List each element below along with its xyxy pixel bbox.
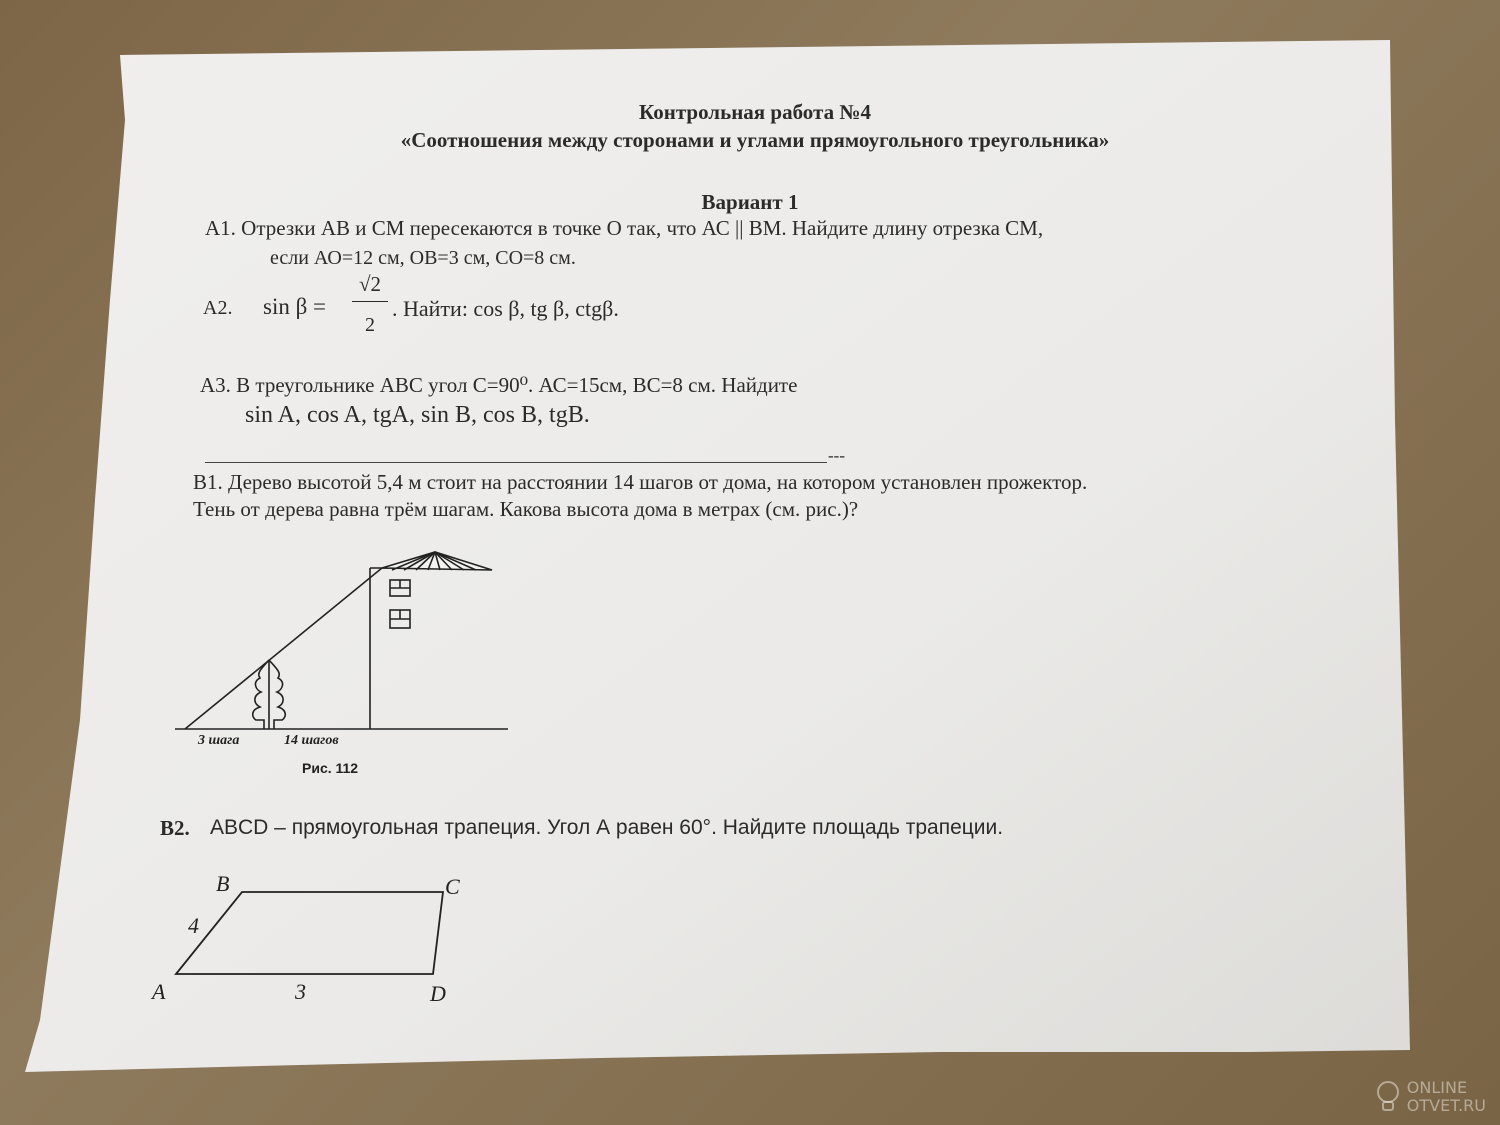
fraction-bar	[352, 301, 388, 302]
figure-tree-house	[160, 540, 520, 790]
task-b2-label: В2.	[160, 816, 190, 840]
figure1-label-right: 14 шагов	[284, 733, 339, 748]
window-icon	[390, 580, 410, 596]
separator-tail: ---	[828, 446, 845, 465]
task-b1-line2: Тень от дерева равна трём шагам. Какова высота дома в метрах (см. рис.)?	[193, 497, 859, 521]
trapezoid-shape	[176, 892, 443, 974]
side-ad-label: 3	[295, 979, 306, 1004]
task-a1-line1: А1. Отрезки АВ и СМ пересекаются в точке О так, что АС || ВМ. Найдите длину отрезка СМ,	[205, 216, 1044, 240]
document-subtitle: «Соотношения между сторонами и углами прямоугольного треугольника»	[400, 128, 1110, 152]
vertex-a-label: A	[152, 979, 166, 1004]
task-a2-denominator: 2	[365, 314, 375, 336]
lightbulb-icon	[1375, 1080, 1401, 1114]
vertex-b-label: B	[216, 871, 230, 896]
task-a2-sin: sin β =	[263, 294, 327, 319]
task-a2-label: А2.	[203, 297, 233, 319]
figure-trapezoid	[140, 865, 480, 1015]
searchlight-icon	[382, 552, 492, 570]
task-a2-rest: . Найти: cos β, tg β, ctgβ.	[392, 296, 619, 321]
light-ray	[185, 568, 382, 729]
side-ab-label: 4	[188, 913, 199, 938]
site-watermark	[1375, 1079, 1486, 1115]
variant-heading: Вариант 1	[701, 190, 799, 214]
task-a1-line2: если АО=12 см, ОВ=3 см, СО=8 см.	[270, 247, 576, 269]
window-icon	[390, 610, 410, 628]
document-title: Контрольная работа №4	[639, 100, 871, 124]
task-a3-line2: sin A, cos A, tgA, sin B, cos B, tgB.	[245, 402, 590, 428]
task-a2-numerator: √2	[358, 272, 382, 296]
task-a3-line1: А3. В треугольнике АВС угол С=90⁰. АС=15см, ВС=8 см. Найдите	[200, 373, 798, 397]
figure1-caption: Рис. 112	[302, 760, 359, 776]
separator-line	[205, 462, 827, 463]
vertex-c-label: C	[445, 874, 460, 899]
vertex-d-label: D	[430, 981, 446, 1006]
watermark-line2: OTVET.RU	[1406, 1096, 1486, 1115]
task-b1-line1: В1. Дерево высотой 5,4 м стоит на расстоянии 14 шагов от дома, на котором установлен прожектор.	[193, 470, 1088, 494]
figure1-label-left: 3 шага	[198, 733, 240, 748]
watermark-line1: ONLINE	[1406, 1078, 1468, 1097]
task-b2-text: ABCD – прямоугольная трапеция. Угол А равен 60°. Найдите площадь трапеции.	[210, 816, 1004, 839]
